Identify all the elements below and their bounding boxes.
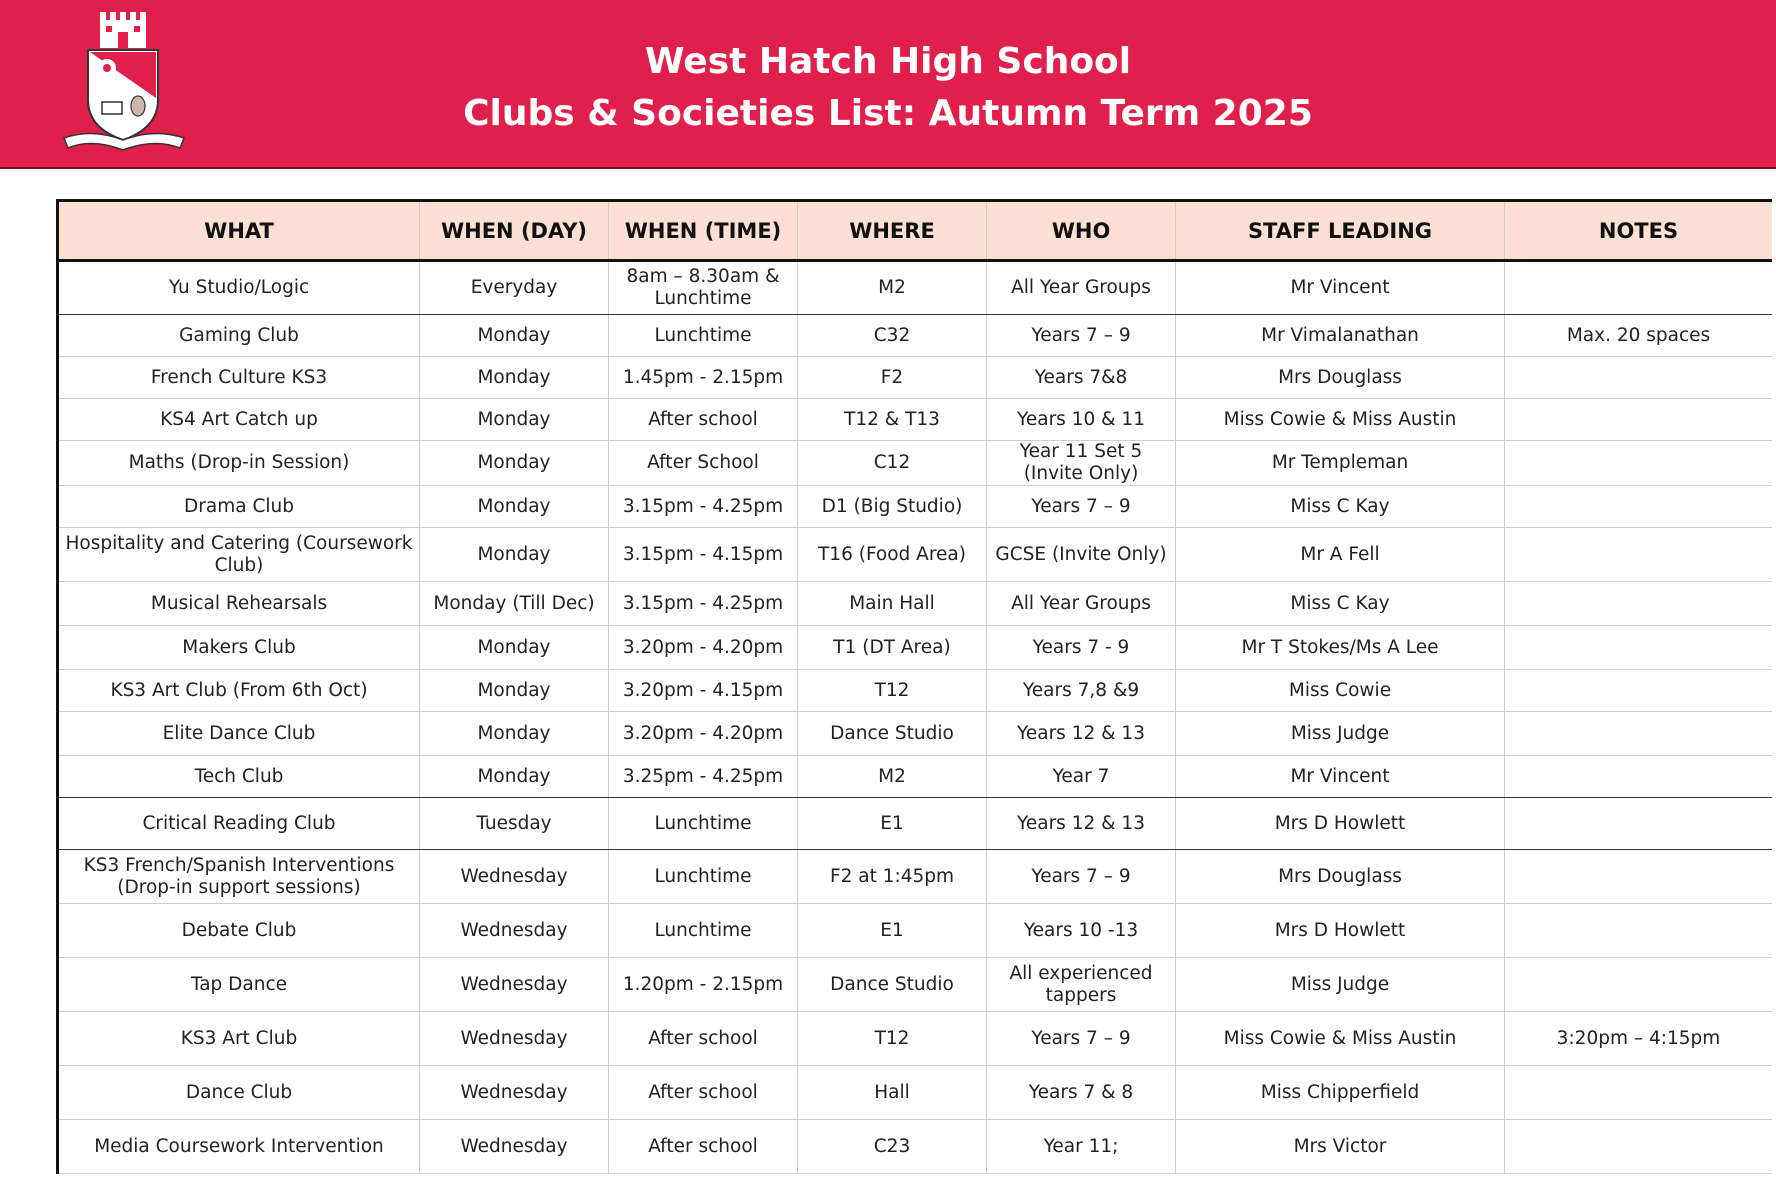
- cell-who: Year 7: [987, 756, 1176, 798]
- cell-who: Years 7 – 9: [987, 315, 1176, 357]
- cell-staff: Miss C Kay: [1176, 486, 1505, 528]
- cell-what: Hospitality and Catering (Coursework Club): [58, 528, 420, 582]
- column-header-notes: NOTES: [1505, 201, 1773, 261]
- cell-time: 1.20pm - 2.15pm: [609, 958, 798, 1012]
- table-row: [58, 626, 1773, 670]
- cell-time: 3.20pm - 4.20pm: [609, 626, 798, 670]
- cell-what: KS3 Art Club: [58, 1012, 420, 1066]
- cell-time: Lunchtime: [609, 850, 798, 904]
- cell-day: Wednesday: [420, 904, 609, 958]
- cell-where: F2: [798, 357, 987, 399]
- cell-where: D1 (Big Studio): [798, 486, 987, 528]
- cell-staff: Mr Templeman: [1176, 441, 1505, 486]
- table-row: [58, 528, 1773, 582]
- cell-day: Monday: [420, 712, 609, 756]
- cell-day: Monday: [420, 399, 609, 441]
- cell-day: Monday: [420, 315, 609, 357]
- cell-staff: Mr A Fell: [1176, 528, 1505, 582]
- clubs-table-container: [56, 199, 1772, 1177]
- cell-notes: [1505, 261, 1773, 315]
- table-row: [58, 1012, 1773, 1066]
- cell-where: T12: [798, 670, 987, 712]
- cell-time: Lunchtime: [609, 904, 798, 958]
- cell-where: Hall: [798, 1066, 987, 1120]
- cell-staff: Miss C Kay: [1176, 582, 1505, 626]
- cell-where: E1: [798, 798, 987, 850]
- cell-who: Years 10 -13: [987, 904, 1176, 958]
- cell-time: After School: [609, 441, 798, 486]
- cell-staff: Miss Cowie: [1176, 670, 1505, 712]
- cell-what: Dance Club: [58, 1066, 420, 1120]
- cell-day: Monday: [420, 528, 609, 582]
- cell-time: 3.20pm - 4.15pm: [609, 670, 798, 712]
- table-header-row: [58, 201, 1773, 261]
- cell-who: All experienced tappers: [987, 958, 1176, 1012]
- cell-time: 8am – 8.30am & Lunchtime: [609, 261, 798, 315]
- cell-notes: [1505, 756, 1773, 798]
- cell-staff: Miss Judge: [1176, 712, 1505, 756]
- cell-who: Years 7 – 9: [987, 1012, 1176, 1066]
- cell-who: Years 7 & 8: [987, 1066, 1176, 1120]
- cell-day: Wednesday: [420, 850, 609, 904]
- cell-day: Monday: [420, 670, 609, 712]
- cell-who: Years 7 – 9: [987, 486, 1176, 528]
- table-row: [58, 904, 1773, 958]
- table-row: [58, 261, 1773, 315]
- cell-notes: [1505, 399, 1773, 441]
- cell-what: Elite Dance Club: [58, 712, 420, 756]
- cell-what: Tech Club: [58, 756, 420, 798]
- cell-what: KS3 Art Club (From 6th Oct): [58, 670, 420, 712]
- cell-notes: [1505, 904, 1773, 958]
- school-name: West Hatch High School: [644, 41, 1132, 82]
- column-header-what: WHAT: [58, 201, 420, 261]
- cell-day: Wednesday: [420, 1120, 609, 1174]
- cell-day: Wednesday: [420, 1012, 609, 1066]
- cell-where: C23: [798, 1120, 987, 1174]
- table-row: [58, 1120, 1773, 1174]
- cell-notes: 3:20pm – 4:15pm: [1505, 1012, 1773, 1066]
- table-row: [58, 670, 1773, 712]
- cell-what: KS3 French/Spanish Interventions (Drop-in support sessions): [58, 850, 420, 904]
- cell-who: Years 12 & 13: [987, 712, 1176, 756]
- cell-where: T12: [798, 1012, 987, 1066]
- cell-staff: Miss Judge: [1176, 958, 1505, 1012]
- cell-day: Everyday: [420, 261, 609, 315]
- cell-where: C32: [798, 315, 987, 357]
- cell-day: Wednesday: [420, 1066, 609, 1120]
- cell-notes: [1505, 1066, 1773, 1120]
- list-subtitle: Clubs & Societies List: Autumn Term 2025: [463, 93, 1313, 134]
- cell-notes: Max. 20 spaces: [1505, 315, 1773, 357]
- cell-notes: [1505, 528, 1773, 582]
- cell-time: 3.20pm - 4.20pm: [609, 712, 798, 756]
- table-row: [58, 357, 1773, 399]
- table-body: [58, 261, 1773, 1174]
- cell-staff: Miss Cowie & Miss Austin: [1176, 399, 1505, 441]
- cell-where: M2: [798, 756, 987, 798]
- cell-who: All Year Groups: [987, 261, 1176, 315]
- clubs-table: [56, 199, 1772, 1174]
- column-header-time: WHEN (TIME): [609, 201, 798, 261]
- cell-notes: [1505, 798, 1773, 850]
- header-banner: [0, 0, 1776, 169]
- cell-staff: Mr Vincent: [1176, 756, 1505, 798]
- cell-staff: Mrs D Howlett: [1176, 904, 1505, 958]
- cell-notes: [1505, 582, 1773, 626]
- cell-what: Maths (Drop-in Session): [58, 441, 420, 486]
- cell-what: KS4 Art Catch up: [58, 399, 420, 441]
- cell-day: Monday: [420, 756, 609, 798]
- table-row: [58, 958, 1773, 1012]
- cell-notes: [1505, 670, 1773, 712]
- cell-staff: Mrs D Howlett: [1176, 798, 1505, 850]
- cell-what: Media Coursework Intervention: [58, 1120, 420, 1174]
- cell-notes: [1505, 626, 1773, 670]
- cell-day: Monday: [420, 626, 609, 670]
- cell-who: All Year Groups: [987, 582, 1176, 626]
- column-header-who: WHO: [987, 201, 1176, 261]
- cell-time: 3.25pm - 4.25pm: [609, 756, 798, 798]
- cell-what: Makers Club: [58, 626, 420, 670]
- column-header-where: WHERE: [798, 201, 987, 261]
- cell-notes: [1505, 958, 1773, 1012]
- cell-where: C12: [798, 441, 987, 486]
- cell-notes: [1505, 712, 1773, 756]
- cell-where: T1 (DT Area): [798, 626, 987, 670]
- cell-where: T12 & T13: [798, 399, 987, 441]
- cell-where: Dance Studio: [798, 712, 987, 756]
- cell-staff: Mrs Douglass: [1176, 850, 1505, 904]
- cell-what: Drama Club: [58, 486, 420, 528]
- cell-who: Year 11 Set 5 (Invite Only): [987, 441, 1176, 486]
- cell-staff: Mrs Victor: [1176, 1120, 1505, 1174]
- table-row: [58, 1066, 1773, 1120]
- table-row: [58, 399, 1773, 441]
- table-row: [58, 486, 1773, 528]
- column-header-staff: STAFF LEADING: [1176, 201, 1505, 261]
- cell-what: Critical Reading Club: [58, 798, 420, 850]
- cell-day: Monday: [420, 486, 609, 528]
- cell-notes: [1505, 1120, 1773, 1174]
- cell-staff: Miss Cowie & Miss Austin: [1176, 1012, 1505, 1066]
- cell-who: Year 11;: [987, 1120, 1176, 1174]
- cell-time: 1.45pm - 2.15pm: [609, 357, 798, 399]
- cell-what: Gaming Club: [58, 315, 420, 357]
- cell-staff: Mr Vincent: [1176, 261, 1505, 315]
- table-row: [58, 582, 1773, 626]
- table-row: [58, 712, 1773, 756]
- cell-who: Years 7 – 9: [987, 850, 1176, 904]
- cell-day: Tuesday: [420, 798, 609, 850]
- cell-notes: [1505, 441, 1773, 486]
- cell-staff: Mr T Stokes/Ms A Lee: [1176, 626, 1505, 670]
- cell-what: Yu Studio/Logic: [58, 261, 420, 315]
- cell-where: T16 (Food Area): [798, 528, 987, 582]
- cell-notes: [1505, 850, 1773, 904]
- cell-time: After school: [609, 1066, 798, 1120]
- cell-day: Monday: [420, 357, 609, 399]
- cell-what: Tap Dance: [58, 958, 420, 1012]
- cell-notes: [1505, 357, 1773, 399]
- column-header-day: WHEN (DAY): [420, 201, 609, 261]
- table-row: [58, 798, 1773, 850]
- cell-staff: Mr Vimalanathan: [1176, 315, 1505, 357]
- page-title: [0, 36, 1776, 140]
- cell-where: M2: [798, 261, 987, 315]
- table-row: [58, 441, 1773, 486]
- cell-what: French Culture KS3: [58, 357, 420, 399]
- cell-day: Monday (Till Dec): [420, 582, 609, 626]
- cell-time: After school: [609, 1120, 798, 1174]
- cell-time: 3.15pm - 4.25pm: [609, 486, 798, 528]
- cell-who: GCSE (Invite Only): [987, 528, 1176, 582]
- cell-where: Dance Studio: [798, 958, 987, 1012]
- cell-who: Years 7&8: [987, 357, 1176, 399]
- cell-time: Lunchtime: [609, 315, 798, 357]
- cell-what: Debate Club: [58, 904, 420, 958]
- cell-time: 3.15pm - 4.15pm: [609, 528, 798, 582]
- cell-who: Years 7,8 &9: [987, 670, 1176, 712]
- table-row: [58, 315, 1773, 357]
- cell-where: Main Hall: [798, 582, 987, 626]
- cell-who: Years 7 - 9: [987, 626, 1176, 670]
- table-row: [58, 756, 1773, 798]
- cell-where: E1: [798, 904, 987, 958]
- cell-time: After school: [609, 1012, 798, 1066]
- cell-day: Wednesday: [420, 958, 609, 1012]
- cell-time: After school: [609, 399, 798, 441]
- cell-notes: [1505, 486, 1773, 528]
- cell-who: Years 12 & 13: [987, 798, 1176, 850]
- cell-day: Monday: [420, 441, 609, 486]
- cell-what: Musical Rehearsals: [58, 582, 420, 626]
- cell-staff: Mrs Douglass: [1176, 357, 1505, 399]
- cell-time: 3.15pm - 4.25pm: [609, 582, 798, 626]
- cell-where: F2 at 1:45pm: [798, 850, 987, 904]
- table-row: [58, 850, 1773, 904]
- cell-who: Years 10 & 11: [987, 399, 1176, 441]
- cell-time: Lunchtime: [609, 798, 798, 850]
- cell-staff: Miss Chipperfield: [1176, 1066, 1505, 1120]
